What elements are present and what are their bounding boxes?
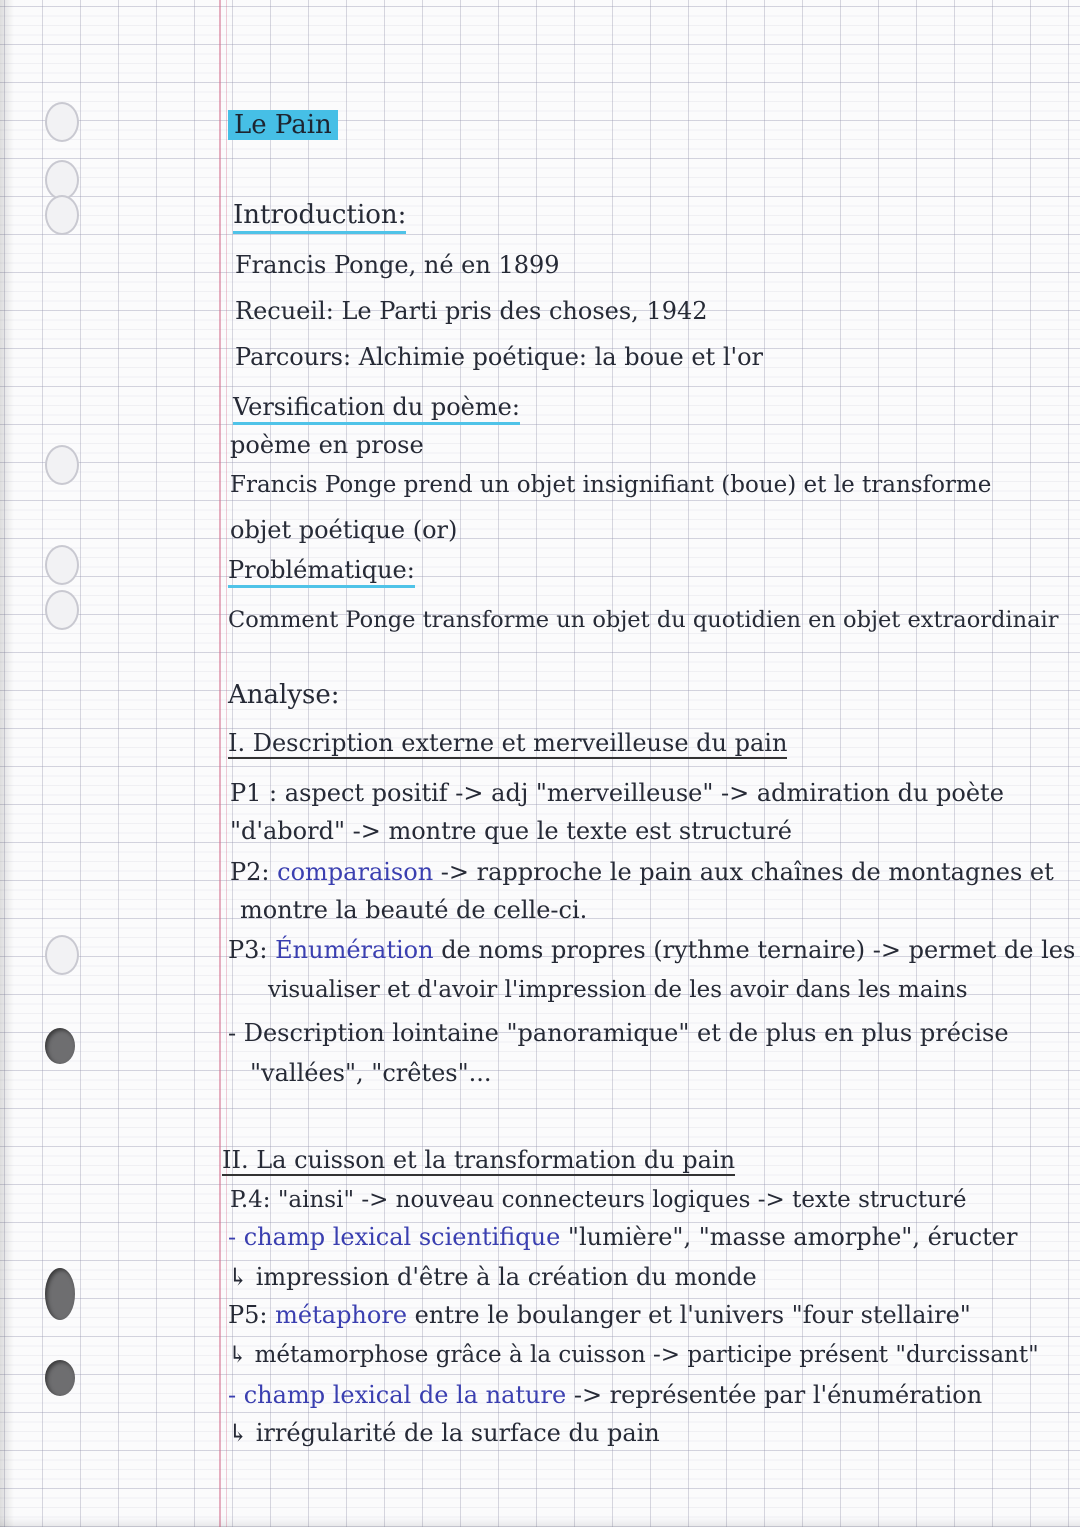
p2-rest: -> rapproche le pain aux chaînes de montagnes et (433, 858, 1054, 886)
binder-hole-torn (45, 102, 79, 142)
p2-term: comparaison (277, 858, 434, 886)
page-bottom-edge (0, 1517, 1080, 1527)
p3-label: P3: (228, 936, 268, 964)
part2-champ2-line (228, 1380, 982, 1410)
part2-p5-line: ↳ métamorphose grâce à la cuisson -> participe présent "durcissant" (228, 1342, 1039, 1368)
analyse-heading: Analyse: (228, 680, 340, 710)
versification-line: objet poétique (or) (230, 516, 458, 544)
problematique-heading-text: Problématique: (228, 556, 415, 588)
binder-hole-torn (45, 590, 79, 630)
versification-line: poème en prose (230, 431, 424, 459)
champ2-rest: -> représentée par l'énumération (566, 1381, 983, 1409)
problematique-heading (228, 555, 415, 585)
p5-term: métaphore (275, 1301, 408, 1329)
binder-hole-torn (45, 935, 79, 975)
part2-p4-line: P.4: "ainsi" -> nouveau connecteurs logiques -> texte structuré (230, 1187, 967, 1213)
part1-p2-line (230, 857, 1054, 887)
intro-line-author: Francis Ponge, né en 1899 (235, 251, 560, 279)
margin-line-inner (226, 0, 227, 1527)
champ1-term: - champ lexical scientifique (228, 1223, 561, 1251)
versification-line: Francis Ponge prend un objet insignifiant (boue) et le transforme (230, 472, 992, 498)
margin-line (219, 0, 221, 1527)
part1-p1-line: P1 : aspect positif -> adj "merveilleuse" -> admiration du poète (230, 779, 1004, 807)
part1-p2-line: montre la beauté de celle-ci. (240, 896, 588, 924)
binder-hole (45, 1268, 75, 1320)
part1-description-line: "vallées", "crêtes"... (250, 1059, 492, 1087)
part2-heading (222, 1145, 735, 1175)
p2-label: P2: (230, 858, 270, 886)
part1-heading-text: I. Description externe et merveilleuse du pain (228, 729, 788, 757)
part2-champ1-line (228, 1222, 1017, 1252)
part1-p3-line: visualiser et d'avoir l'impression de les avoir dans les mains (268, 977, 968, 1003)
part1-description-line: - Description lointaine "panoramique" et de plus en plus précise (228, 1019, 1009, 1047)
p3-term: Énumération (275, 936, 434, 964)
binder-hole-torn (45, 445, 79, 485)
binder-hole (45, 1360, 75, 1396)
introduction-heading-text: Introduction: (233, 200, 406, 234)
p5-label: P5: (228, 1301, 268, 1329)
part1-p3-line (228, 935, 1075, 965)
introduction-heading (233, 200, 406, 230)
part1-heading (228, 728, 787, 758)
problematique-question: Comment Ponge transforme un objet du quotidien en objet extraordinair (228, 607, 1059, 633)
binder-hole-torn (45, 545, 79, 585)
intro-line-parcours: Parcours: Alchimie poétique: la boue et l'or (235, 343, 764, 371)
part2-p5-line (228, 1300, 971, 1330)
p3-rest: de noms propres (rythme ternaire) -> permet de les (433, 936, 1076, 964)
binder-hole (45, 1028, 75, 1064)
binder-hole-torn (45, 160, 79, 200)
binder-hole-torn (45, 195, 79, 235)
champ2-term: - champ lexical de la nature (228, 1381, 567, 1409)
champ1-rest: "lumière", "masse amorphe", éructer (560, 1223, 1018, 1251)
p5-rest: entre le boulanger et l'univers "four stellaire" (407, 1301, 971, 1329)
part2-heading-text: II. La cuisson et la transformation du pain (222, 1146, 736, 1174)
part2-champ1-line: ↳ impression d'être à la création du monde (228, 1263, 757, 1291)
versification-heading (233, 392, 520, 422)
page-edge-shadow (0, 0, 14, 1527)
versification-heading-text: Versification du poème: (233, 393, 520, 425)
page-title: Le Pain (228, 110, 338, 140)
part2-champ2-line: ↳ irrégularité de la surface du pain (228, 1419, 660, 1447)
part1-p1-line: "d'abord" -> montre que le texte est structuré (230, 817, 793, 845)
intro-line-collection: Recueil: Le Parti pris des choses, 1942 (235, 297, 708, 325)
